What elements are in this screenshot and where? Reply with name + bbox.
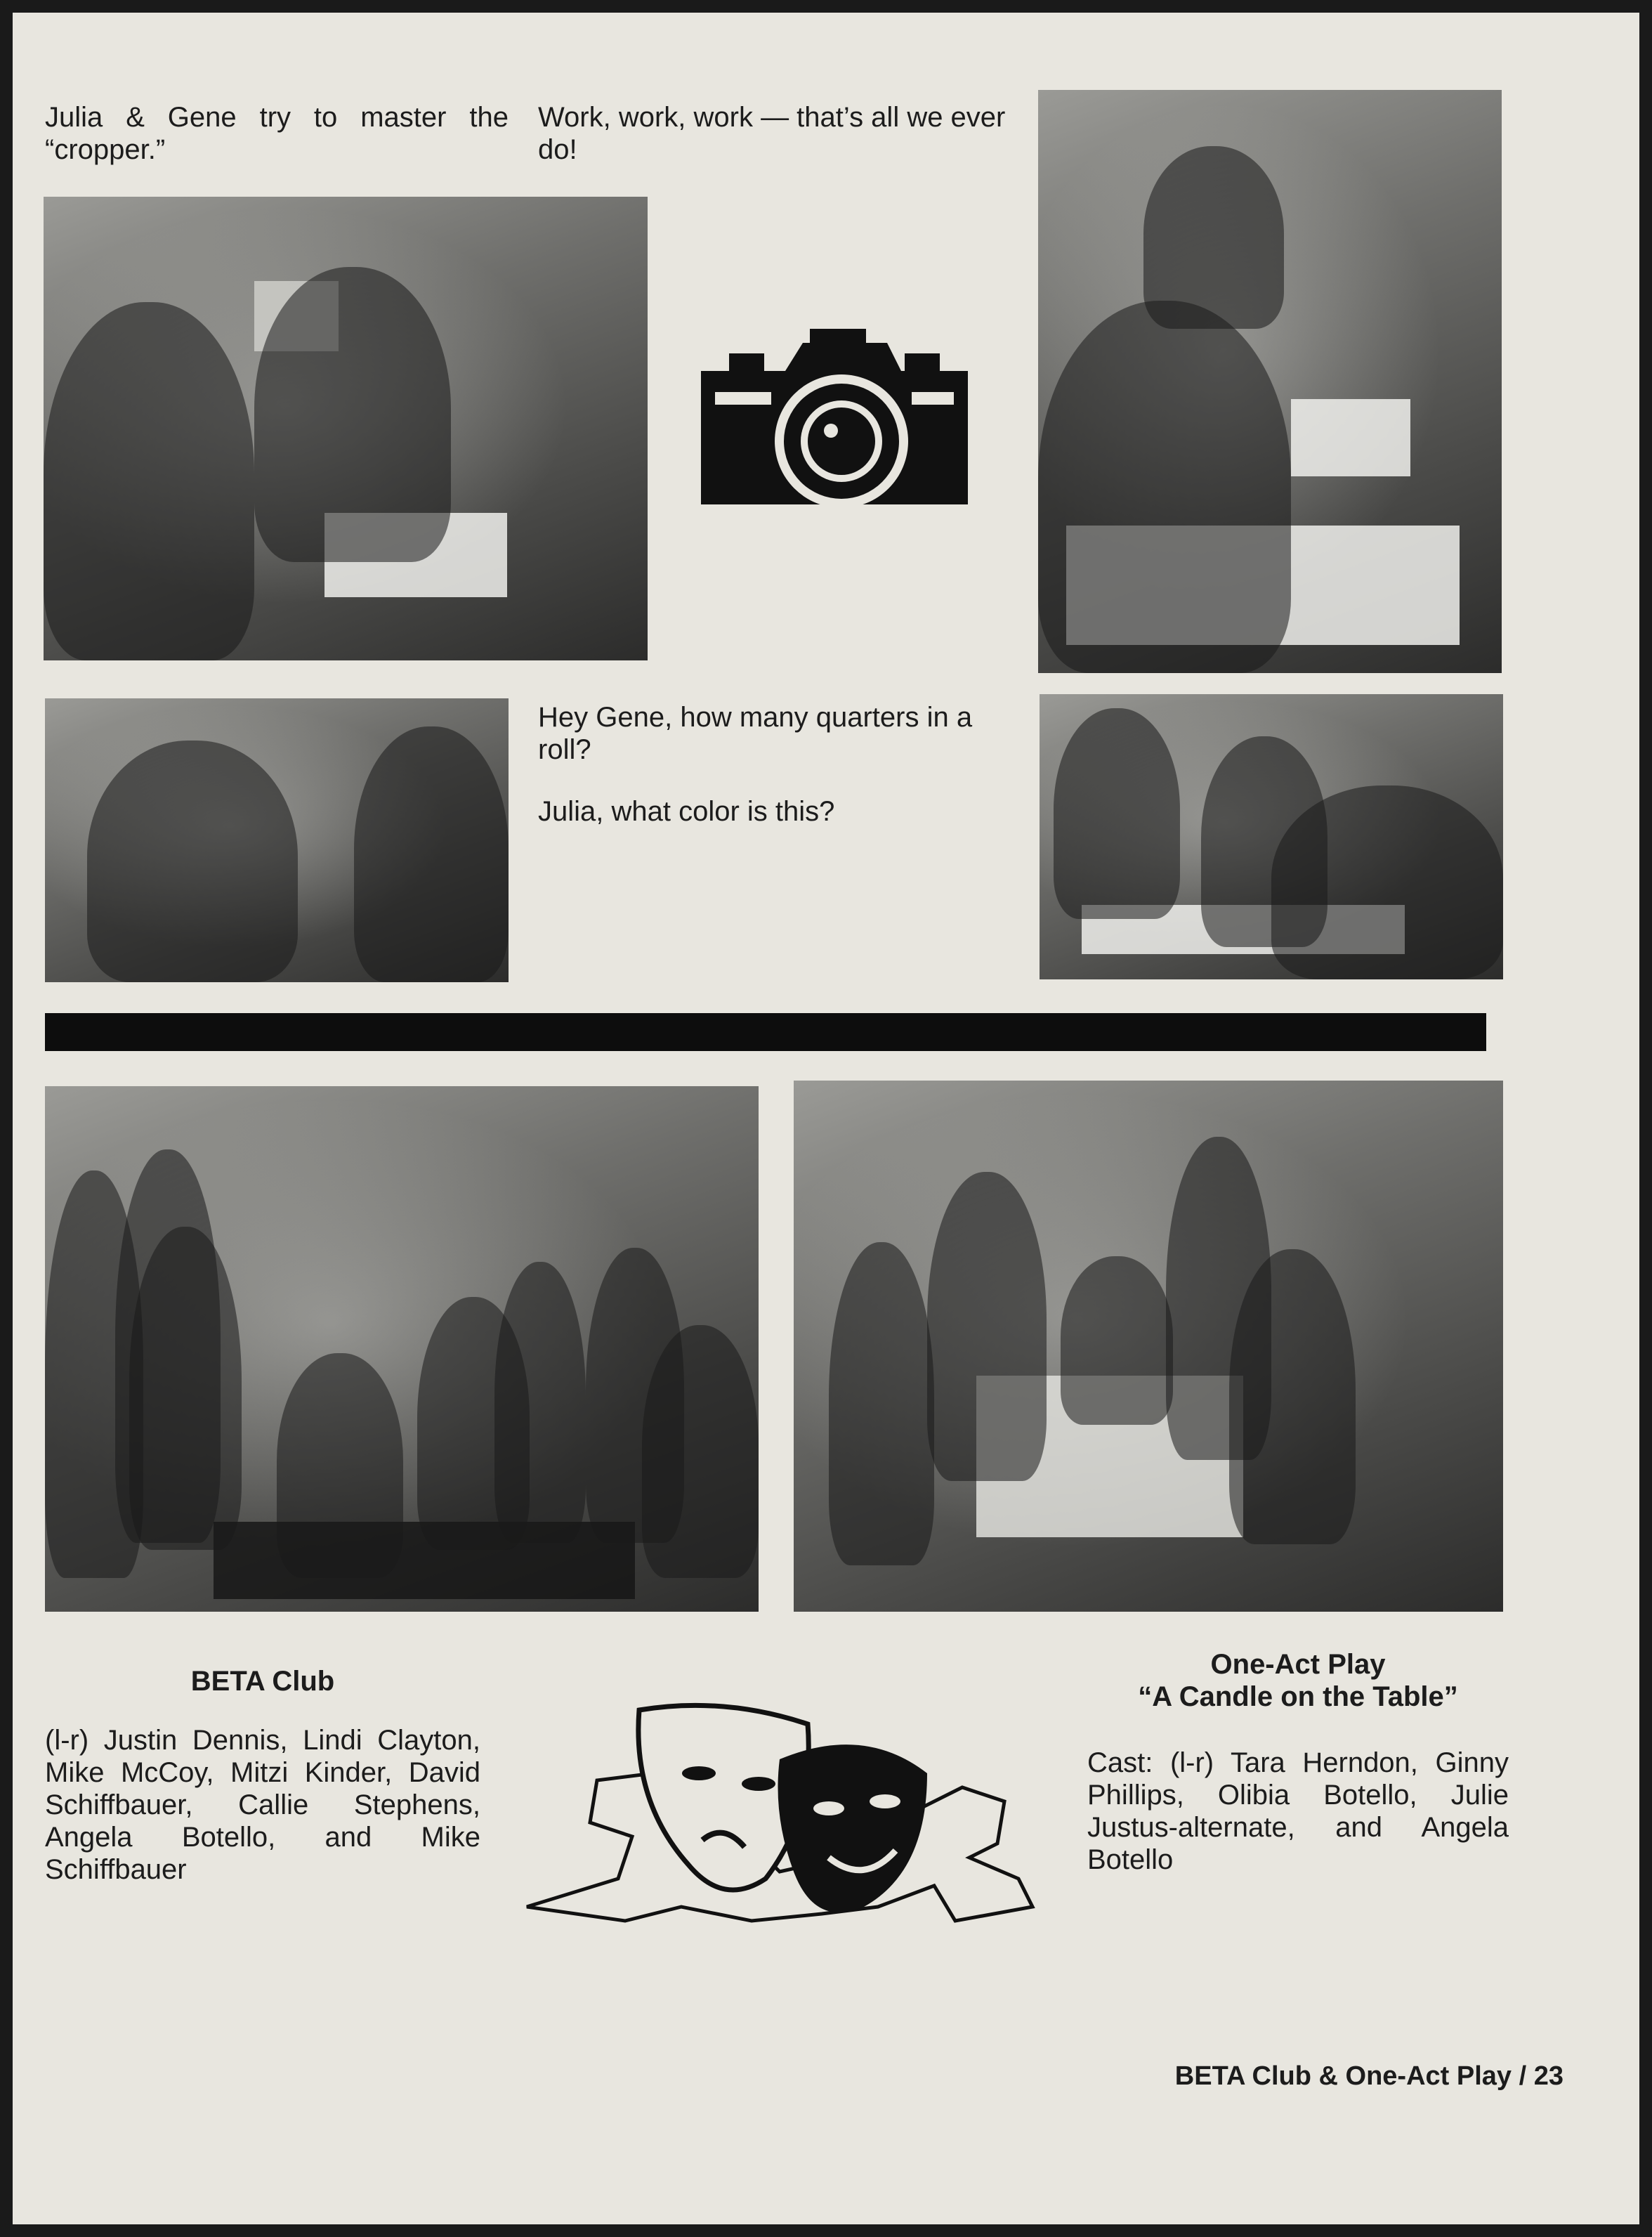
photo-quarters (45, 698, 509, 982)
page-footer: BETA Club & One-Act Play / 23 (1174, 2061, 1563, 2091)
beta-club-title: BETA Club (190, 1666, 335, 1697)
caption-cropper: Julia & Gene try to master the “cropper.” (45, 102, 509, 165)
play-title-line2: “A Candle on the Table” (1138, 1681, 1458, 1712)
beta-club-names: (l-r) Justin Dennis, Lindi Clayton, Mike McCoy, Mitzi Kinder, David Schiffbauer, Callie Stephens, Angela Botello, and Mike Schiffbauer (45, 1725, 480, 1885)
section-divider (45, 1013, 1486, 1051)
theatre-masks-icon (513, 1696, 1054, 1991)
photo-color (1040, 694, 1503, 979)
photo-julia-gene-cropper (44, 197, 648, 660)
play-cast: Cast: (l-r) Tara Herndon, Ginny Phillips, Olibia Botello, Julie Justus-alternate, and Angela Botello (1087, 1747, 1509, 1875)
camera-icon (687, 315, 982, 526)
photo-beta-club (45, 1086, 759, 1612)
photo-work-writing (1038, 90, 1502, 673)
caption-color: Julia, what color is this? (538, 796, 835, 827)
caption-work: Work, work, work — that’s all we ever do! (538, 102, 1006, 165)
photo-one-act-play (794, 1081, 1503, 1612)
yearbook-page (13, 13, 1639, 2224)
play-title-line1: One-Act Play (1210, 1649, 1386, 1680)
caption-quarters: Hey Gene, how many quarters in a roll? (538, 702, 973, 765)
